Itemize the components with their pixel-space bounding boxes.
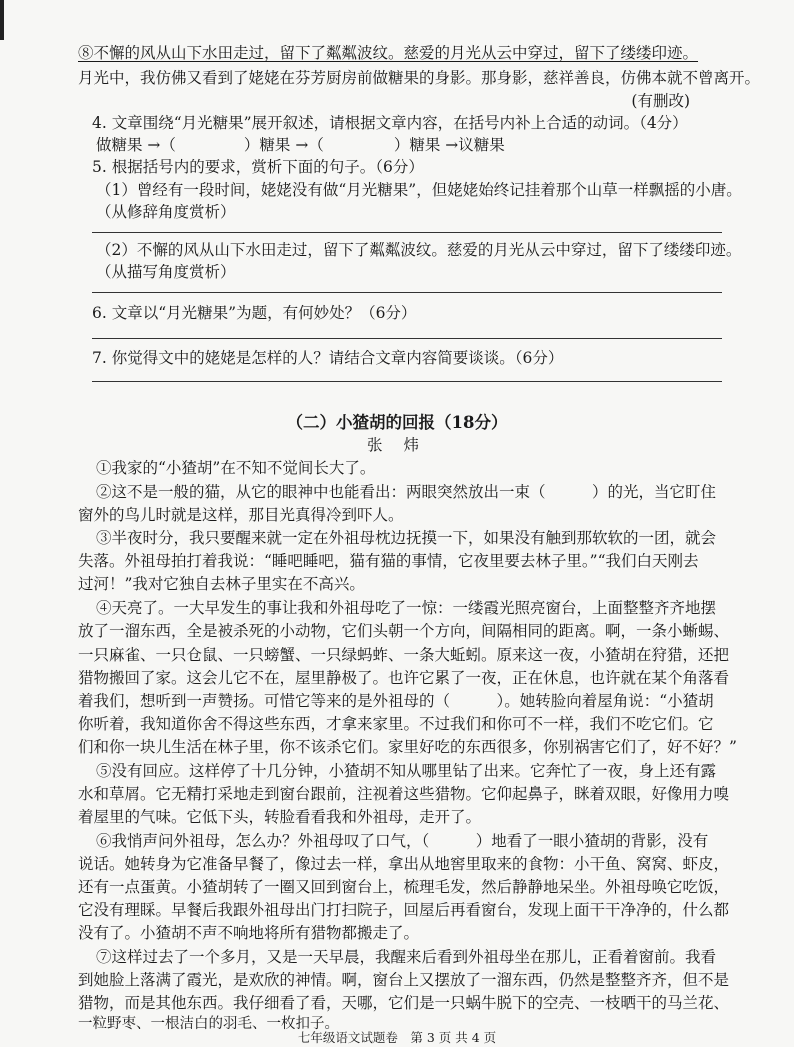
paragraph-line: 还有一点蛋黄。小猹胡转了一圈又回到窗台上，梳理毛发，然后静静地呆坐。外祖母唤它吃饭， xyxy=(78,878,730,896)
author-name: 张 炜 xyxy=(367,436,427,454)
paragraph-line: 放了一溜东西，全是被杀死的小动物，它们头朝一个方向，间隔相同的距离。啊，一条小蜥蜴、 xyxy=(78,622,730,640)
question-7-prompt: 7. 你觉得文中的姥姥是怎样的人？请结合文章内容简要谈谈。（6分） xyxy=(92,349,564,367)
question-5-item-2-hint: （从描写角度赏析） xyxy=(96,263,236,281)
paragraph-line: 它没有理睬。早餐后我跟外祖母出门打扫院子，回屋后再看窗台，发现上面干干净净的，什么都 xyxy=(78,901,730,919)
paragraph-line: ①我家的“小猹胡”在不知不觉间长大了。 xyxy=(96,459,376,477)
chain-part-3: ）糖果 →议糖果 xyxy=(393,136,505,154)
answer-line xyxy=(92,381,722,382)
excerpt-line-1: ⑧不懈的风从山下水田走过，留下了粼粼波纹。慈爱的月光从云中穿过，留下了缕缕印迹。 xyxy=(78,44,699,62)
paragraph-line: 猎物，而是其他东西。我仔细看了看，天哪，它们是一只蜗牛脱下的空壳、一枝晒干的马兰花、 xyxy=(78,994,730,1012)
paragraph-line: 过河！”我对它独自去林子里实在不高兴。 xyxy=(78,575,365,593)
paragraph-line: 到她脸上落满了霞光，是欢欣的神情。啊，窗台上又摆放了一溜东西，仍然是整整齐齐，但不是 xyxy=(78,971,730,989)
paragraph-line: 你听着，我知道你舍不得这些东西，才拿来家里。不过我们和你可不一样，我们不吃它们。它 xyxy=(78,715,714,733)
question-4-chain xyxy=(96,135,736,155)
answer-line xyxy=(92,232,722,233)
page-footer: 七年级语文试题卷 第 3 页 共 4 页 xyxy=(297,1030,497,1045)
paragraph-line: ③半夜时分，我只要醒来就一定在外祖母枕边抚摸一下，如果没有触到那软软的一团，就会 xyxy=(96,529,717,547)
chain-part-2: ）糖果 →（ xyxy=(243,136,324,154)
paragraph-line: 一粒野枣、一根洁白的羽毛、一枚扣子。 xyxy=(78,1016,339,1032)
question-5-item-2: （2）不懈的风从山下水田走过，留下了粼粼波纹。慈爱的月光从云中穿过，留下了缕缕印迹。 xyxy=(96,241,742,259)
question-4-prompt: 4. 文章围绕“月光糖果”展开叙述，请根据文章内容，在括号内补上合适的动词。（4分） xyxy=(92,114,688,132)
section-title: （二）小猹胡的回报（18分） xyxy=(286,413,508,432)
paragraph-line: 说话。她转身为它准备早餐了，像过去一样，拿出从地窖里取来的食物：小干鱼、窝窝、虾皮， xyxy=(78,855,730,873)
paragraph-line: ②这不是一般的猫，从它的眼神中也能看出：两眼突然放出一束（ ）的光，当它盯住 xyxy=(96,483,717,501)
question-5-item-1: （1）曾经有一段时间，姥姥没有做“月光糖果”，但姥姥始终记挂着那个山草一样飘摇的小唐。 xyxy=(96,181,742,199)
paragraph-line: 水和草屑。它无精打采地走到窗台跟前，注视着这些猎物。它仰起鼻子，眯着双眼，好像用力嗅 xyxy=(78,785,730,803)
paragraph-line: 猎物搬回了家。这会儿它不在，屋里静极了。也许它累了一夜，正在休息，也许就在某个角落看 xyxy=(78,669,730,687)
question-5-prompt: 5. 根据括号内的要求，赏析下面的句子。（6分） xyxy=(92,158,424,176)
paragraph-line: 失落。外祖母拍打着我说：“睡吧睡吧，猫有猫的事情，它夜里要去林子里。”“我们白天刚去 xyxy=(78,552,699,570)
question-5-item-1-hint: （从修辞角度赏析） xyxy=(96,203,236,221)
paragraph-line: 着我们，想听到一声赞扬。可惜它等来的是外祖母的（ ）。她转脸向着屋角说：“小猹胡 xyxy=(78,692,714,710)
answer-line xyxy=(92,338,722,339)
chain-part-1: 做糖果 →（ xyxy=(96,136,176,154)
paragraph-line: ④天亮了。一大早发生的事让我和外祖母吃了一惊：一缕霞光照亮窗台，上面整整齐齐地摆 xyxy=(96,599,717,617)
paragraph-line: ⑥我悄声问外祖母，怎么办？外祖母叹了口气，（ ）地看了一眼小猹胡的背影，没有 xyxy=(96,832,709,850)
paragraph-line: 着屋里的气味。它低下头，转脸看看我和外祖母，走开了。 xyxy=(78,808,482,826)
paragraph-line: 没有了。小猹胡不声不响地将所有猎物都搬走了。 xyxy=(78,924,420,942)
paragraph-line: ⑤没有回应。这样停了十几分钟，小猹胡不知从哪里钻了出来。它奔忙了一夜，身上还有露 xyxy=(96,762,717,780)
paragraph-line: 们和你一块儿生活在林子里，你不该杀它们。家里好吃的东西很多，你别祸害它们了，好不好？” xyxy=(78,738,737,756)
source-note: (有删改) xyxy=(631,92,690,110)
question-6-prompt: 6. 文章以“月光糖果”为题，有何妙处？（6分） xyxy=(92,304,417,322)
excerpt-line-2: 月光中，我仿佛又看到了姥姥在芬芳厨房前做糖果的身影。那身影，慈祥善良，仿佛本就不曾离开。 xyxy=(78,69,761,87)
paragraph-line: 一只麻雀、一只仓鼠、一只螃蟹、一只绿蚂蚱、一条大蚯蚓。原来这一夜，小猹胡在狩猎，还把 xyxy=(78,646,730,664)
answer-line xyxy=(92,292,722,293)
paragraph-line: ⑦这样过去了一个多月，又是一天早晨，我醒来后看到外祖母坐在那儿，正看着窗前。我看 xyxy=(96,948,717,966)
paragraph-line: 窗外的鸟儿时就是这样，那目光真得冷到吓人。 xyxy=(78,506,404,524)
